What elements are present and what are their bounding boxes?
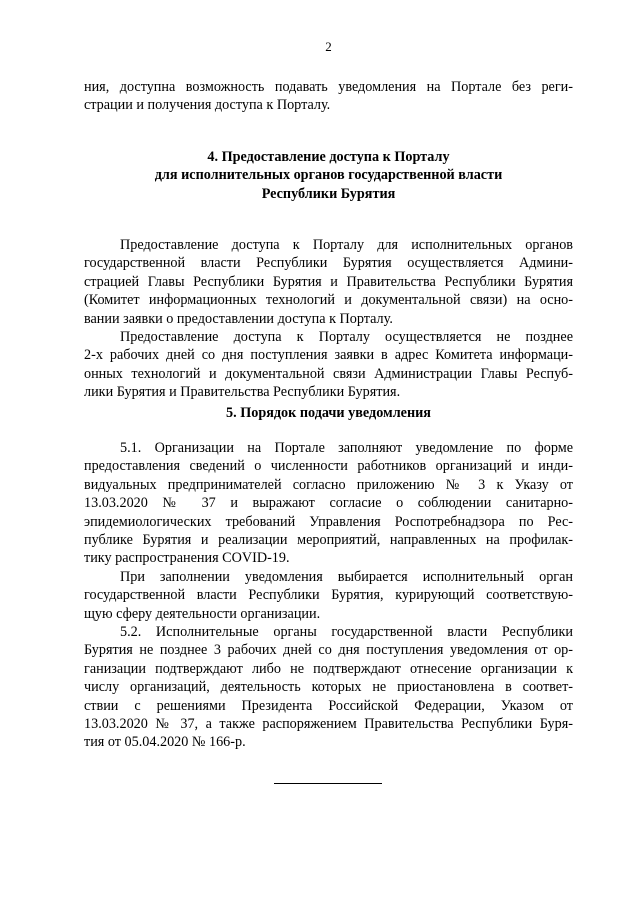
section-5-paragraph-3	[84, 623, 573, 752]
text-line: эпидемиологических требований Управления Роспотребнадзора по Рес-	[84, 513, 573, 530]
end-divider	[274, 783, 382, 784]
text-line: ганизации подтверждают либо не подтверждают отнесение организации к	[84, 660, 573, 677]
section-4-paragraph-1	[84, 236, 573, 328]
section-5-paragraph-1	[84, 439, 573, 568]
text-line: числу организаций, деятельность которых не приостановлена в соответ-	[84, 679, 573, 696]
section-4-heading	[84, 148, 573, 203]
section-5-paragraph-2	[84, 568, 573, 623]
text-line: Бурятия не позднее 3 рабочих дней со дня поступления уведомления от ор-	[84, 642, 573, 659]
text-line: тия от 05.04.2020 № 166-р.	[84, 734, 246, 751]
text-line: страцией Главы Республики Бурятия и Правительства Республики Бурятия	[84, 273, 573, 290]
text-line: государственной власти Республики Бурятия, курирующий соответствую-	[84, 587, 573, 604]
text-line: вании заявки о предоставлении доступа к Порталу.	[84, 310, 393, 327]
text-line: государственной власти Республики Бурятия осуществляется Админи-	[84, 255, 573, 272]
text-line: щую сферу деятельности организации.	[84, 605, 321, 622]
text-line: 2-х рабочих дней со дня поступления заявки в адрес Комитета информаци-	[84, 347, 573, 364]
section-5-heading	[84, 404, 573, 422]
text-line: онных технологий и документальной связи Администрации Главы Респуб-	[84, 365, 573, 382]
text-line: Предоставление доступа к Порталу осуществляется не позднее	[120, 329, 573, 345]
text-line: ствии с решениями Президента Российской Федерации, Указом от	[84, 697, 573, 714]
text-line: видуальных предпринимателей согласно приложению № 3 к Указу от	[84, 476, 573, 493]
text-line: 13.03.2020 № 37, а также распоряжением Правительства Республики Буря-	[84, 716, 573, 733]
heading-line: 5. Порядок подачи уведомления	[226, 405, 431, 421]
text-line: публике Бурятия и реализации мероприятий, направленных на профилак-	[84, 532, 573, 549]
text-line: Предоставление доступа к Порталу для исполнительных органов	[120, 237, 573, 253]
text-line: (Комитет информационных технологий и документальной связи) на осно-	[84, 292, 573, 309]
heading-line: 4. Предоставление доступа к Порталу	[207, 149, 450, 165]
section-4-paragraph-2	[84, 328, 573, 402]
heading-line: Республики Бурятия	[261, 185, 396, 202]
text-line: 5.1. Организации на Портале заполняют уведомление по форме	[120, 440, 573, 456]
text-line: ния, доступна возможность подавать уведомления на Портале без реги-	[84, 79, 573, 95]
heading-line: для исполнительных органов государственной власти	[154, 167, 503, 184]
text-line: При заполнении уведомления выбирается исполнительный орган	[120, 569, 573, 585]
text-line: 5.2. Исполнительные органы государственной власти Республики	[120, 624, 573, 640]
text-line: предоставления сведений о численности работников организаций и инди-	[84, 458, 573, 475]
page-number: 2	[325, 39, 332, 54]
text-line: тику распространения COVID-19.	[84, 550, 290, 567]
text-line: страции и получения доступа к Порталу.	[84, 97, 331, 114]
intro-paragraph	[84, 78, 573, 115]
text-line: 13.03.2020 № 37 и выражают согласие о соблюдении санитарно-	[84, 495, 573, 512]
text-line: лики Бурятия и Правительства Республики Бурятия.	[84, 384, 401, 401]
